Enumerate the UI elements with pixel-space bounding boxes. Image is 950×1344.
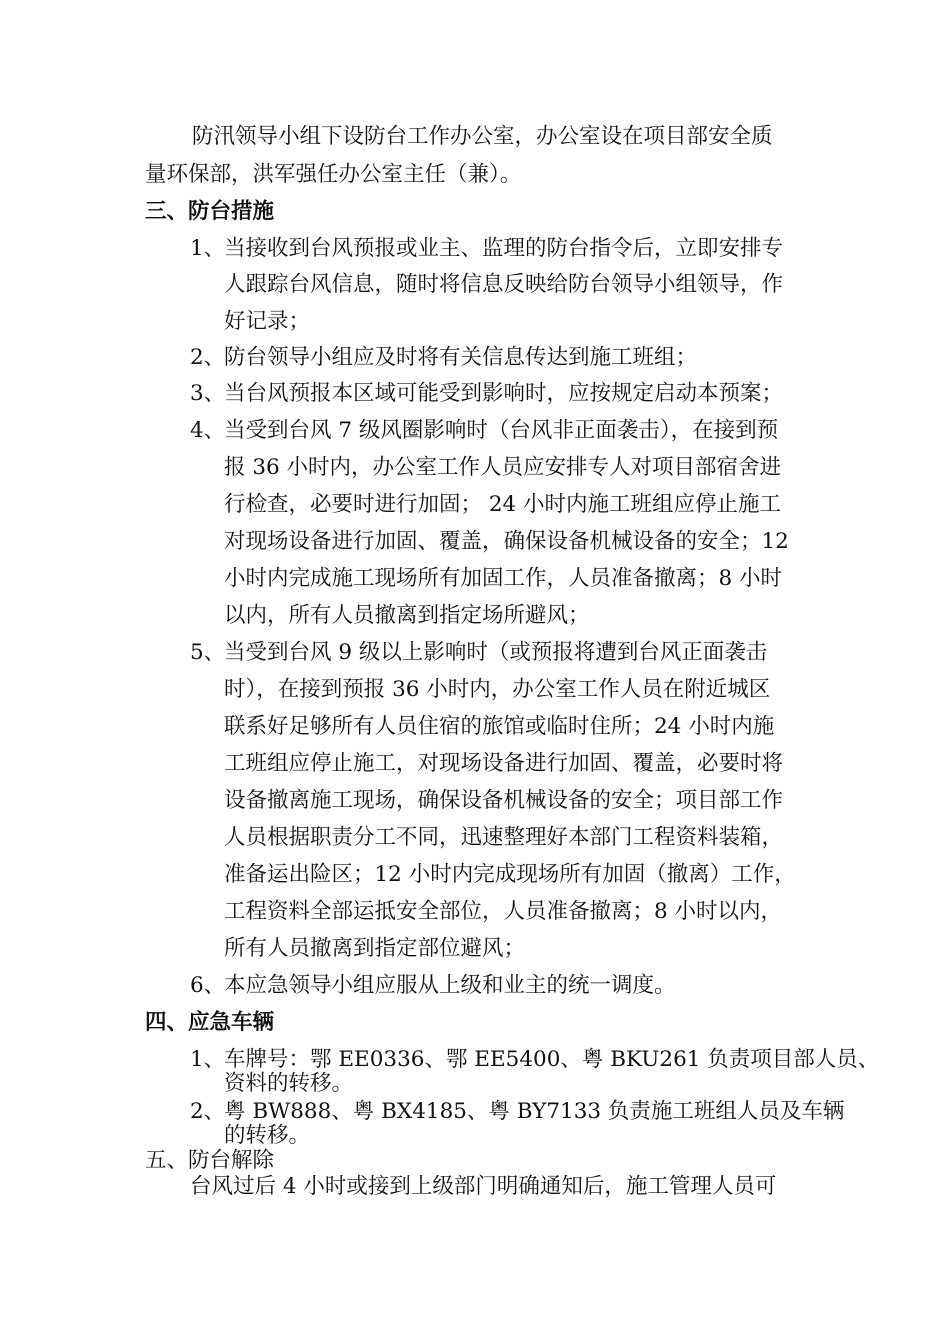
list-item-text: 车牌号：鄂 EE0336、鄂 EE5400、粤 BKU261 负责项目部人员、 [224, 1047, 880, 1072]
list-item-text: 资料的转移。 [224, 1071, 354, 1096]
list-item-number: 2、 [190, 1099, 226, 1124]
list-item-text: 设备撤离施工现场，确保设备机械设备的安全；项目部工作 [224, 788, 784, 813]
list-item-number: 1、 [190, 1047, 226, 1072]
list-item-text: 当接收到台风预报或业主、监理的防台指令后，立即安排专 [224, 236, 784, 261]
list-item-number: 5、 [190, 640, 226, 665]
intro-line-2: 量环保部，洪军强任办公室主任（兼）。 [145, 162, 522, 187]
list-item-number: 2、 [190, 345, 226, 370]
list-item-text: 行检查，必要时进行加固； 24 小时内施工班组应停止施工 [224, 492, 782, 517]
list-item-text: 工班组应停止施工，对现场设备进行加固、覆盖，必要时将 [224, 751, 784, 776]
section-3-heading: 三、防台措施 [145, 199, 275, 224]
list-item-text: 以内，所有人员撤离到指定场所避风； [224, 603, 590, 628]
list-item-text: 粤 BW888、粤 BX4185、粤 BY7133 负责施工班组人员及车辆 [224, 1099, 845, 1124]
list-item-text: 的转移。 [224, 1123, 311, 1148]
list-item-text: 联系好足够所有人员住宿的旅馆或临时住所；24 小时内施 [224, 714, 775, 739]
list-item-text: 防台领导小组应及时将有关信息传达到施工班组； [224, 345, 698, 370]
list-item-text: 准备运出险区；12 小时内完成现场所有加固（撤离）工作， [224, 862, 796, 887]
list-item-text: 工程资料全部运抵安全部位，人员准备撤离；8 小时以内， [224, 899, 783, 924]
section-5-text: 台风过后 4 小时或接到上级部门明确通知后，施工管理人员可 [190, 1174, 777, 1199]
list-item-number: 1、 [190, 236, 226, 261]
list-item-text: 人员根据职责分工不同，迅速整理好本部门工程资料装箱， [224, 825, 784, 850]
list-item-text: 小时内完成施工现场所有加固工作，人员准备撤离；8 小时 [224, 566, 783, 591]
list-item-number: 6、 [190, 973, 226, 998]
list-item-text: 当受到台风 7 级风圈影响时（台风非正面袭击），在接到预 [224, 418, 779, 443]
list-item-text: 对现场设备进行加固、覆盖，确保设备机械设备的安全；12 [224, 529, 789, 554]
section-4-heading: 四、应急车辆 [145, 1010, 275, 1035]
list-item-number: 3、 [190, 381, 226, 406]
list-item-number: 4、 [190, 418, 226, 443]
intro-line-1: 防汛领导小组下设防台工作办公室，办公室设在项目部安全质 [192, 124, 773, 149]
list-item-text: 所有人员撤离到指定部位避风； [224, 936, 526, 961]
list-item-text: 当台风预报本区域可能受到影响时，应按规定启动本预案； [224, 381, 784, 406]
list-item-text: 好记录； [224, 309, 311, 334]
list-item-text: 本应急领导小组应服从上级和业主的统一调度。 [224, 973, 676, 998]
section-5-heading: 五、防台解除 [145, 1148, 275, 1173]
list-item-text: 时），在接到预报 36 小时内，办公室工作人员在附近城区 [224, 677, 771, 702]
list-item-text: 人跟踪台风信息，随时将信息反映给防台领导小组领导，作 [224, 272, 784, 297]
list-item-text: 报 36 小时内，办公室工作人员应安排专人对项目部宿舍进 [224, 455, 782, 480]
list-item-text: 当受到台风 9 级以上影响时（或预报将遭到台风正面袭击 [224, 640, 768, 665]
